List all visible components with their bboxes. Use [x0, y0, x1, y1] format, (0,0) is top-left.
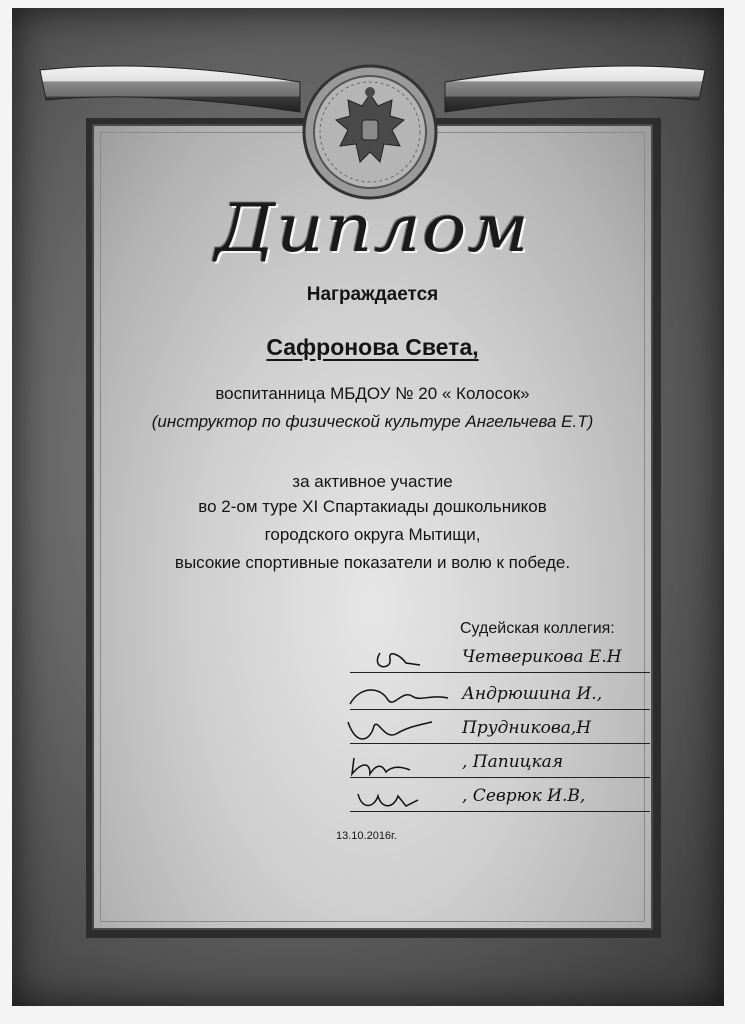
signature-line: [350, 709, 460, 710]
recipient-name-text: Сафронова Света,: [266, 334, 479, 360]
jury-member: Четверикова Е.Н: [462, 647, 622, 667]
reason-line: городского округа Мытищи,: [264, 525, 481, 544]
jury-row: [340, 750, 650, 780]
jury-row: [340, 645, 650, 675]
member-line: [460, 709, 650, 710]
signature-3: [340, 716, 450, 746]
member-line: [460, 811, 650, 812]
reason-line: высокие спортивные показатели и волю к победе.: [174, 553, 571, 572]
signature-line: [350, 777, 460, 778]
jury-row: [340, 682, 650, 712]
signature-4: [340, 750, 450, 780]
signature-line: [350, 672, 460, 673]
awarded-label: Награждается: [306, 284, 439, 305]
signature-5: [340, 784, 450, 814]
jury-row: [340, 784, 650, 814]
signature-2: [340, 682, 450, 712]
instructor-line: (инструктор по физической культуре Ангельчева Е.Т): [151, 412, 594, 431]
recipient-name: [0, 334, 745, 361]
member-line: [460, 672, 650, 673]
member-line: [460, 743, 650, 744]
jury-row: [340, 716, 650, 746]
jury-member: Прудникова,Н: [462, 718, 592, 738]
reason-line: во 2-ом туре XI Спартакиады дошкольников: [198, 497, 547, 516]
signature-1: [340, 645, 450, 675]
pupil-line: воспитанница МБДОУ № 20 « Колосок»: [215, 384, 530, 403]
reason-line: за активное участие: [292, 472, 453, 491]
issue-date: 13.10.2016г.: [336, 830, 397, 842]
signature-line: [350, 811, 460, 812]
jury-member: , Папицкая: [462, 752, 564, 772]
jury-member: Андрюшина И.,: [462, 684, 603, 704]
diploma-title: Диплом: [215, 190, 530, 267]
member-line: [460, 777, 650, 778]
jury-label: Судейская коллегия:: [460, 620, 615, 637]
jury-member: , Севрюк И.В,: [462, 786, 586, 806]
signature-line: [350, 743, 460, 744]
coat-of-arms-emblem: [300, 62, 440, 202]
